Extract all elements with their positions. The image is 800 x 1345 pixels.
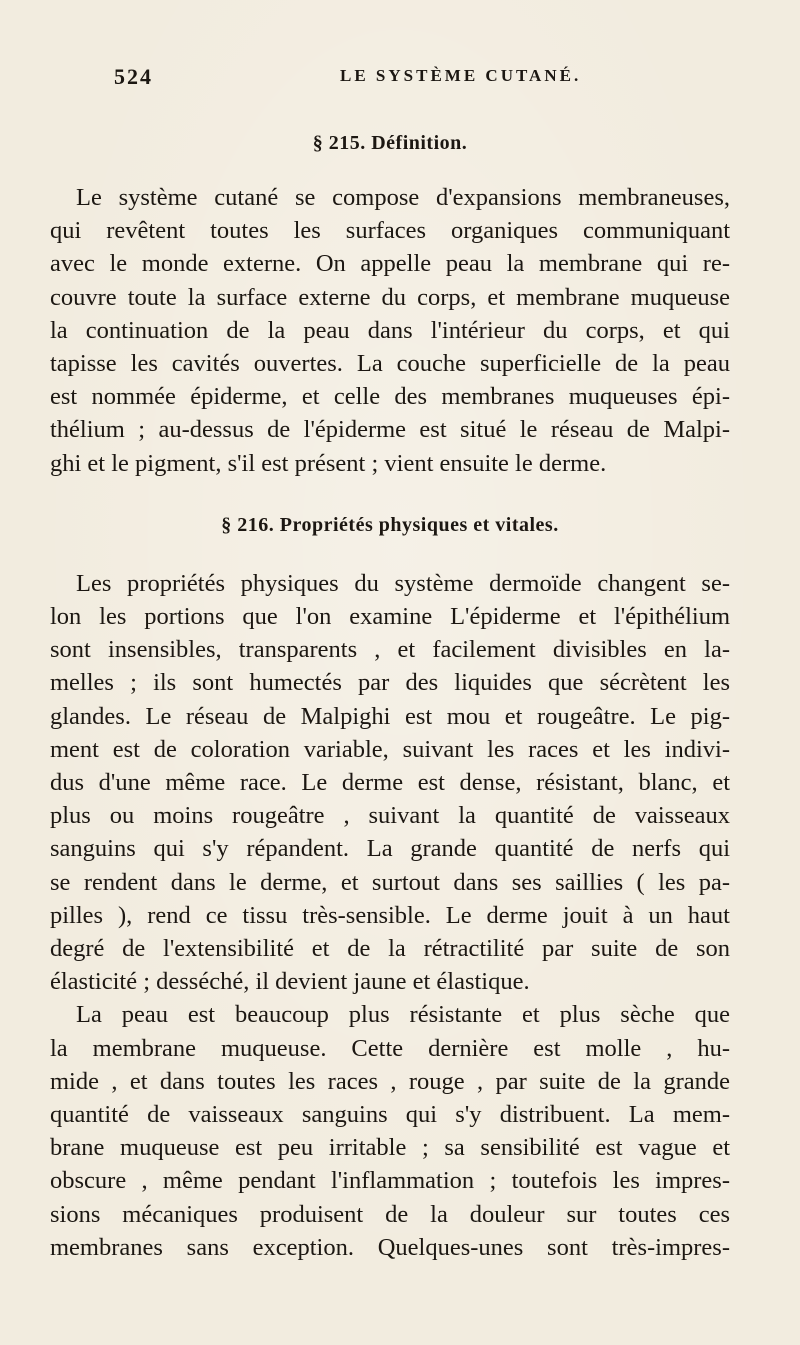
text-line: qui revêtent toutes les surfaces organiques communiquant — [50, 217, 730, 245]
running-title: LE SYSTÈME CUTANÉ. — [340, 66, 582, 85]
text-line: thélium ; au-dessus de l'épiderme est situé le réseau de Malpi- — [50, 416, 730, 444]
running-head — [50, 58, 730, 92]
text-line: Le système cutané se compose d'expansions membraneuses, — [76, 184, 730, 211]
text-line: avec le monde externe. On appelle peau la membrane qui re- — [50, 250, 730, 278]
text-line: est nommée épiderme, et celle des membranes muqueuses épi- — [50, 383, 730, 411]
text-line: obscure , même pendant l'inflammation ; toutefois les impres- — [50, 1167, 730, 1195]
text-line: lon les portions que l'on examine L'épiderme et l'épithélium — [50, 603, 730, 631]
text-line: ment est de coloration variable, suivant les races et les indivi- — [50, 735, 730, 763]
paragraph-definition — [50, 181, 730, 480]
text-line: sanguins qui s'y répandent. La grande quantité de nerfs qui — [50, 835, 730, 863]
text-line: sont insensibles, transparents , et facilement divisibles en la- — [50, 636, 730, 664]
page-number: 524 — [114, 64, 153, 89]
text-line: brane muqueuse est peu irritable ; sa sensibilité est vague et — [50, 1134, 730, 1162]
text-line: plus ou moins rougeâtre , suivant la quantité de vaisseaux — [50, 802, 730, 830]
text-line: La peau est beaucoup plus résistante et plus sèche que — [76, 1001, 730, 1029]
section-heading-216: § 216. Propriétés physiques et vitales. — [221, 513, 559, 536]
text-line: pilles ), rend ce tissu très-sensible. Le derme jouit à un haut — [50, 901, 730, 929]
text-line: degré de l'extensibilité et de la rétractilité par suite de son — [50, 935, 730, 963]
text-line: élasticité ; desséché, il devient jaune et élastique. — [50, 968, 530, 996]
text-line: Les propriétés physiques du système dermoïde changent se- — [76, 569, 730, 597]
text-line: la continuation de la peau dans l'intérieur du corps, et qui — [50, 316, 730, 344]
text-line: couvre toute la surface externe du corps, et membrane muqueuse — [50, 283, 730, 311]
text-line: la membrane muqueuse. Cette dernière est molle , hu- — [50, 1034, 730, 1062]
text-line: sions mécaniques produisent de la douleur sur toutes ces — [50, 1200, 730, 1228]
section-heading-215: § 215. Définition. — [312, 132, 468, 154]
text-line: se rendent dans le derme, et surtout dans ses saillies ( les pa- — [50, 868, 730, 896]
text-line: glandes. Le réseau de Malpighi est mou et rougeâtre. Le pig- — [50, 702, 730, 730]
text-line: ghi et le pigment, s'il est présent ; vient ensuite le derme. — [50, 449, 607, 477]
text-line: dus d'une même race. Le derme est dense, résistant, blanc, et — [50, 769, 730, 797]
text-line: quantité de vaisseaux sanguins qui s'y distribuent. La mem- — [50, 1101, 730, 1129]
text-line: melles ; ils sont humectés par des liquides que sécrètent les — [50, 669, 730, 697]
text-line: membranes sans exception. Quelques-unes sont très-impres- — [50, 1233, 730, 1261]
text-line: tapisse les cavités ouvertes. La couche superficielle de la peau — [50, 350, 730, 378]
paragraph-properties — [50, 567, 730, 1264]
text-line: mide , et dans toutes les races , rouge , par suite de la grande — [50, 1067, 730, 1095]
